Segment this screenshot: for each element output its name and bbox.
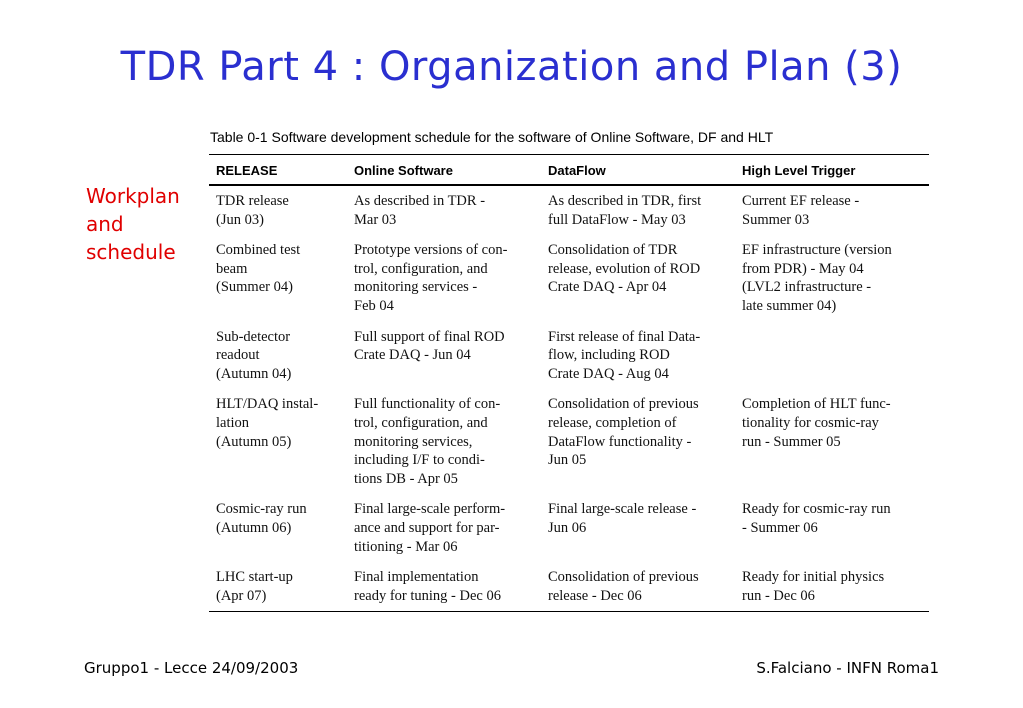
slide-title: TDR Part 4 : Organization and Plan (3) <box>120 44 903 90</box>
cell-line: Sub-detector <box>216 328 291 345</box>
cell-line: Consolidation of previous <box>548 396 699 413</box>
cell-line: (LVL2 infrastructure - <box>742 279 872 296</box>
cell-line: (Jun 03) <box>216 211 264 228</box>
cell-line: Jun 05 <box>548 452 587 469</box>
cell-line: LHC start-up <box>216 569 293 586</box>
table-header-row <box>209 155 929 186</box>
cell-line: Consolidation of previous <box>548 569 699 586</box>
table-row <box>209 185 929 235</box>
cell-line: trol, configuration, and <box>354 260 488 277</box>
side-note-line: schedule <box>86 240 176 264</box>
cell-line: run - Summer 05 <box>742 433 841 450</box>
hlt-cell <box>735 322 929 390</box>
cell-line: TDR release <box>216 193 289 209</box>
online-software-cell <box>347 494 541 562</box>
cell-line: First release of final Data- <box>548 328 701 345</box>
header-release: RELEASE <box>216 162 278 178</box>
cell-line: Final implementation <box>354 569 479 586</box>
cell-line: Current EF release - <box>742 193 860 209</box>
header-high-level-trigger: High Level Trigger <box>742 162 856 178</box>
cell-line: Consolidation of TDR <box>548 242 678 259</box>
cell-line: lation <box>216 414 250 431</box>
dataflow-cell <box>541 322 735 390</box>
release-cell <box>209 562 347 612</box>
cell-line: Feb 04 <box>354 297 394 314</box>
release-cell <box>209 185 347 235</box>
cell-line: trol, configuration, and <box>354 414 488 431</box>
hlt-cell <box>735 389 929 494</box>
table-caption: Table 0-1 Software development schedule for the software of Online Software, DF and HLT <box>210 129 774 145</box>
table-row <box>209 322 929 390</box>
footer-left: Gruppo1 - Lecce 24/09/2003 <box>84 659 299 677</box>
online-software-cell <box>347 562 541 612</box>
cell-line: readout <box>216 347 260 364</box>
dataflow-cell <box>541 389 735 494</box>
table-row <box>209 389 929 494</box>
schedule-table <box>209 154 929 612</box>
cell-line: Crate DAQ - Jun 04 <box>354 347 471 364</box>
hlt-cell <box>735 235 929 321</box>
hlt-cell <box>735 562 929 612</box>
cell-line: (Autumn 04) <box>216 365 292 382</box>
cell-line: from PDR) - May 04 <box>742 260 864 277</box>
cell-line: Full support of final ROD <box>354 328 505 345</box>
cell-line: As described in TDR - <box>354 193 486 209</box>
table-row <box>209 562 929 612</box>
cell-line: (Autumn 06) <box>216 519 292 536</box>
cell-line: titioning - Mar 06 <box>354 538 458 555</box>
online-software-cell <box>347 389 541 494</box>
cell-line: - Summer 06 <box>742 519 818 536</box>
side-note-line: and <box>86 212 124 236</box>
online-software-cell <box>347 185 541 235</box>
cell-line: Jun 06 <box>548 519 587 536</box>
release-cell <box>209 494 347 562</box>
hlt-cell <box>735 494 929 562</box>
cell-line: Combined test <box>216 242 301 259</box>
online-software-cell <box>347 322 541 390</box>
cell-line: late summer 04) <box>742 297 837 314</box>
release-cell <box>209 235 347 321</box>
cell-line: release, evolution of ROD <box>548 260 701 277</box>
cell-line: ance and support for par- <box>354 519 500 536</box>
dataflow-cell <box>541 185 735 235</box>
cell-line: release, completion of <box>548 414 677 431</box>
table-body <box>209 185 929 612</box>
release-cell <box>209 389 347 494</box>
footer-right: S.Falciano - INFN Roma1 <box>756 659 939 677</box>
cell-line: full DataFlow - May 03 <box>548 211 686 228</box>
release-cell <box>209 322 347 390</box>
cell-line: (Summer 04) <box>216 279 293 296</box>
cell-line: EF infrastructure (version <box>742 242 892 259</box>
cell-line: beam <box>216 260 248 277</box>
dataflow-cell <box>541 235 735 321</box>
cell-line: Mar 03 <box>354 211 397 228</box>
side-note <box>86 182 180 266</box>
header-dataflow: DataFlow <box>548 162 606 178</box>
cell-line: Final large-scale release - <box>548 501 697 518</box>
cell-line: release - Dec 06 <box>548 587 642 604</box>
cell-line: ready for tuning - Dec 06 <box>354 587 501 604</box>
cell-line: (Apr 07) <box>216 587 267 604</box>
cell-line: Summer 03 <box>742 211 810 228</box>
cell-line: Cosmic-ray run <box>216 501 307 518</box>
dataflow-cell <box>541 562 735 612</box>
cell-line: Full functionality of con- <box>354 396 501 413</box>
cell-line: DataFlow functionality - <box>548 433 692 450</box>
cell-line: including I/F to condi- <box>354 452 485 469</box>
cell-line: flow, including ROD <box>548 347 670 364</box>
cell-line: Final large-scale perform- <box>354 501 506 518</box>
cell-line: Ready for cosmic-ray run <box>742 501 891 518</box>
hlt-cell <box>735 185 929 235</box>
table-row <box>209 494 929 562</box>
cell-line: (Autumn 05) <box>216 433 292 450</box>
header-online-software: Online Software <box>354 162 453 178</box>
cell-line: Crate DAQ - Aug 04 <box>548 365 669 382</box>
cell-line: monitoring services - <box>354 279 478 296</box>
side-note-line: Workplan <box>86 184 180 208</box>
dataflow-cell <box>541 494 735 562</box>
cell-line: Ready for initial physics <box>742 569 885 586</box>
cell-line: monitoring services, <box>354 433 473 450</box>
online-software-cell <box>347 235 541 321</box>
table-row <box>209 235 929 321</box>
cell-line: run - Dec 06 <box>742 587 815 604</box>
cell-line: Completion of HLT func- <box>742 396 891 413</box>
cell-line: As described in TDR, first <box>548 193 702 209</box>
cell-line: Crate DAQ - Apr 04 <box>548 279 667 296</box>
cell-line: HLT/DAQ instal- <box>216 396 319 413</box>
cell-line: tions DB - Apr 05 <box>354 470 458 487</box>
cell-line: Prototype versions of con- <box>354 242 508 259</box>
cell-line: tionality for cosmic-ray <box>742 414 879 431</box>
